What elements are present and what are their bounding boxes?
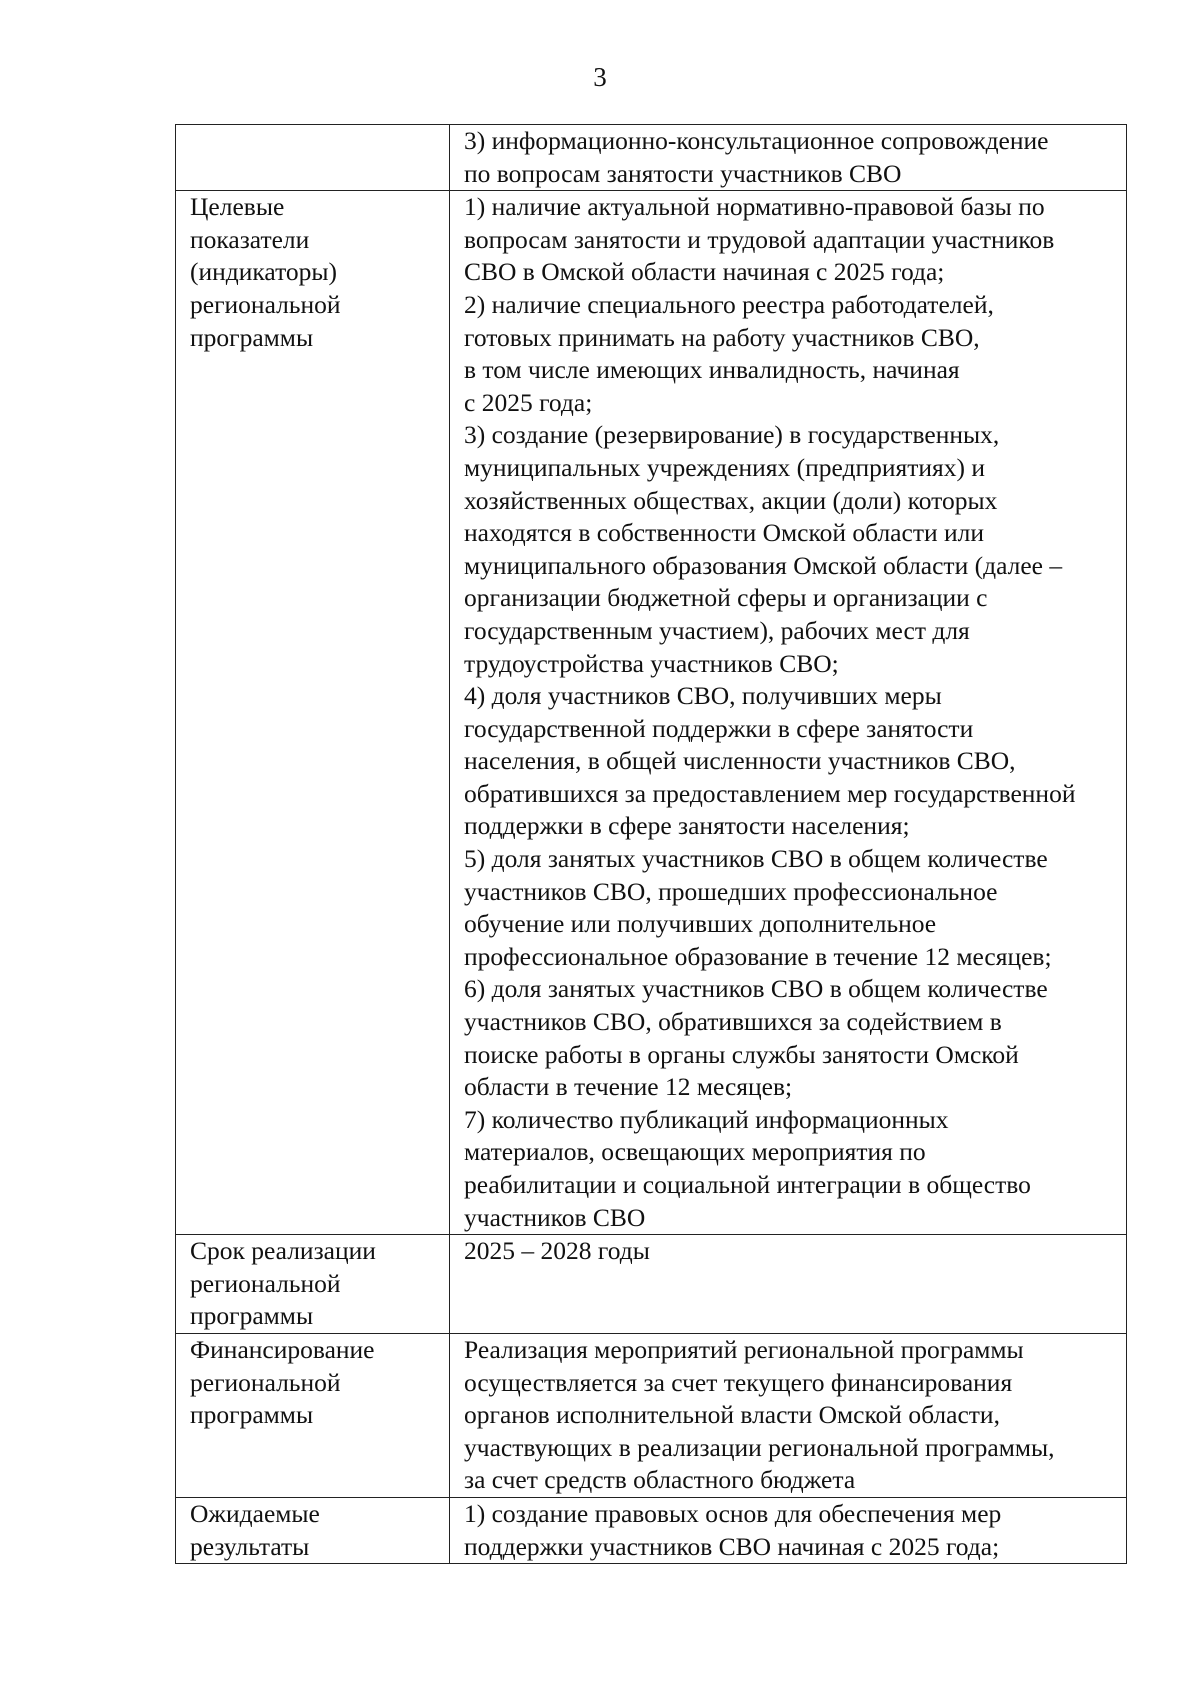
text-line: с 2025 года; [464, 387, 593, 417]
label-line: региональной [190, 1367, 341, 1397]
label-line: Целевые [190, 192, 285, 222]
table-row [176, 1497, 1127, 1563]
label-line: программы [190, 1400, 314, 1430]
text-line: участников СВО [464, 1202, 646, 1232]
text-line: организации бюджетной сферы и организации с [464, 583, 988, 613]
text-line: реабилитации и социальной интеграции в общество [464, 1170, 1031, 1199]
text-line: муниципальных учреждениях (предприятиях) и [464, 452, 986, 482]
label-line: Срок реализации [190, 1236, 376, 1266]
text-line: 6) доля занятых участников СВО в общем количестве [464, 974, 1048, 1004]
text-line: 7) количество публикаций информационных [464, 1104, 949, 1134]
text-line: 1) создание правовых основ для обеспечения мер [464, 1498, 1002, 1528]
table-row [176, 1235, 1127, 1334]
row-content [450, 1333, 1127, 1497]
page-number: 3 [593, 62, 607, 92]
label-line: Финансирование [190, 1334, 375, 1364]
text-line: материалов, освещающих мероприятия по [464, 1137, 926, 1167]
row-label-empty [176, 125, 450, 191]
text-line: находятся в собственности Омской области или [464, 518, 984, 548]
table-row [176, 125, 1127, 191]
text-line: профессиональное образование в течение 12 месяцев; [464, 941, 1052, 971]
text-line: обучение или получивших дополнительное [464, 909, 937, 939]
text-line: в том числе имеющих инвалидность, начиная [464, 355, 960, 385]
text-line: поддержки участников СВО начиная с 2025 года; [464, 1531, 1000, 1561]
text-line: по вопросам занятости участников СВО [464, 158, 902, 188]
text-line: Реализация мероприятий региональной программы [464, 1334, 1024, 1364]
label-line: программы [190, 322, 314, 352]
label-line: (индикаторы) [190, 257, 337, 287]
text-line: СВО в Омской области начиная с 2025 года; [464, 257, 945, 287]
label-line: Ожидаемые [190, 1498, 320, 1528]
text-line: поиске работы в органы службы занятости Омской [464, 1039, 1019, 1069]
text-line: 3) информационно-консультационное сопровождение [464, 126, 1049, 155]
text-line: трудоустройства участников СВО; [464, 648, 839, 678]
row-content [450, 191, 1127, 1235]
text-line: 2) наличие специального реестра работодателей, [464, 289, 994, 319]
text-line: 1) наличие актуальной нормативно-правовой базы по [464, 192, 1045, 222]
table-row [176, 1333, 1127, 1497]
label-line: региональной [190, 1268, 341, 1298]
text-line: 3) создание (резервирование) в государственных, [464, 420, 1000, 450]
text-line: хозяйственных обществах, акции (доли) которых [464, 485, 998, 515]
text-line: обратившихся за предоставлением мер государственной [464, 778, 1076, 808]
text-line: государственным участием), рабочих мест для [464, 615, 970, 645]
row-label [176, 1497, 450, 1563]
text-line: поддержки в сфере занятости населения; [464, 811, 910, 841]
text-line: за счет средств областного бюджета [464, 1465, 856, 1495]
program-passport-table [175, 124, 1127, 1564]
text-line: участников СВО, обратившихся за содействием в [464, 1007, 1002, 1037]
label-line: программы [190, 1301, 314, 1331]
text-line: населения, в общей численности участников СВО, [464, 746, 1016, 776]
row-label [176, 1333, 450, 1497]
label-line: результаты [190, 1531, 310, 1561]
text-line: государственной поддержки в сфере занятости [464, 713, 974, 743]
label-line: показатели [190, 224, 310, 254]
row-label [176, 1235, 450, 1334]
text-line: участников СВО, прошедших профессиональное [464, 876, 998, 906]
table-row [176, 191, 1127, 1235]
text-line: 5) доля занятых участников СВО в общем количестве [464, 844, 1048, 874]
text-line: 2025 – 2028 годы [464, 1236, 650, 1266]
row-content [450, 1497, 1127, 1563]
text-line: области в течение 12 месяцев; [464, 1072, 793, 1102]
text-line: муниципального образования Омской области (далее – [464, 550, 1063, 580]
text-line: вопросам занятости и трудовой адаптации участников [464, 224, 1055, 254]
text-line: 4) доля участников СВО, получивших меры [464, 681, 942, 711]
row-content [450, 1235, 1127, 1334]
label-line: региональной [190, 289, 341, 319]
text-line: участвующих в реализации региональной программы, [464, 1432, 1055, 1462]
row-content [450, 125, 1127, 191]
text-line: органов исполнительной власти Омской области, [464, 1400, 1000, 1430]
row-label [176, 191, 450, 1235]
text-line: готовых принимать на работу участников СВО, [464, 322, 980, 352]
text-line: осуществляется за счет текущего финансирования [464, 1367, 1013, 1397]
